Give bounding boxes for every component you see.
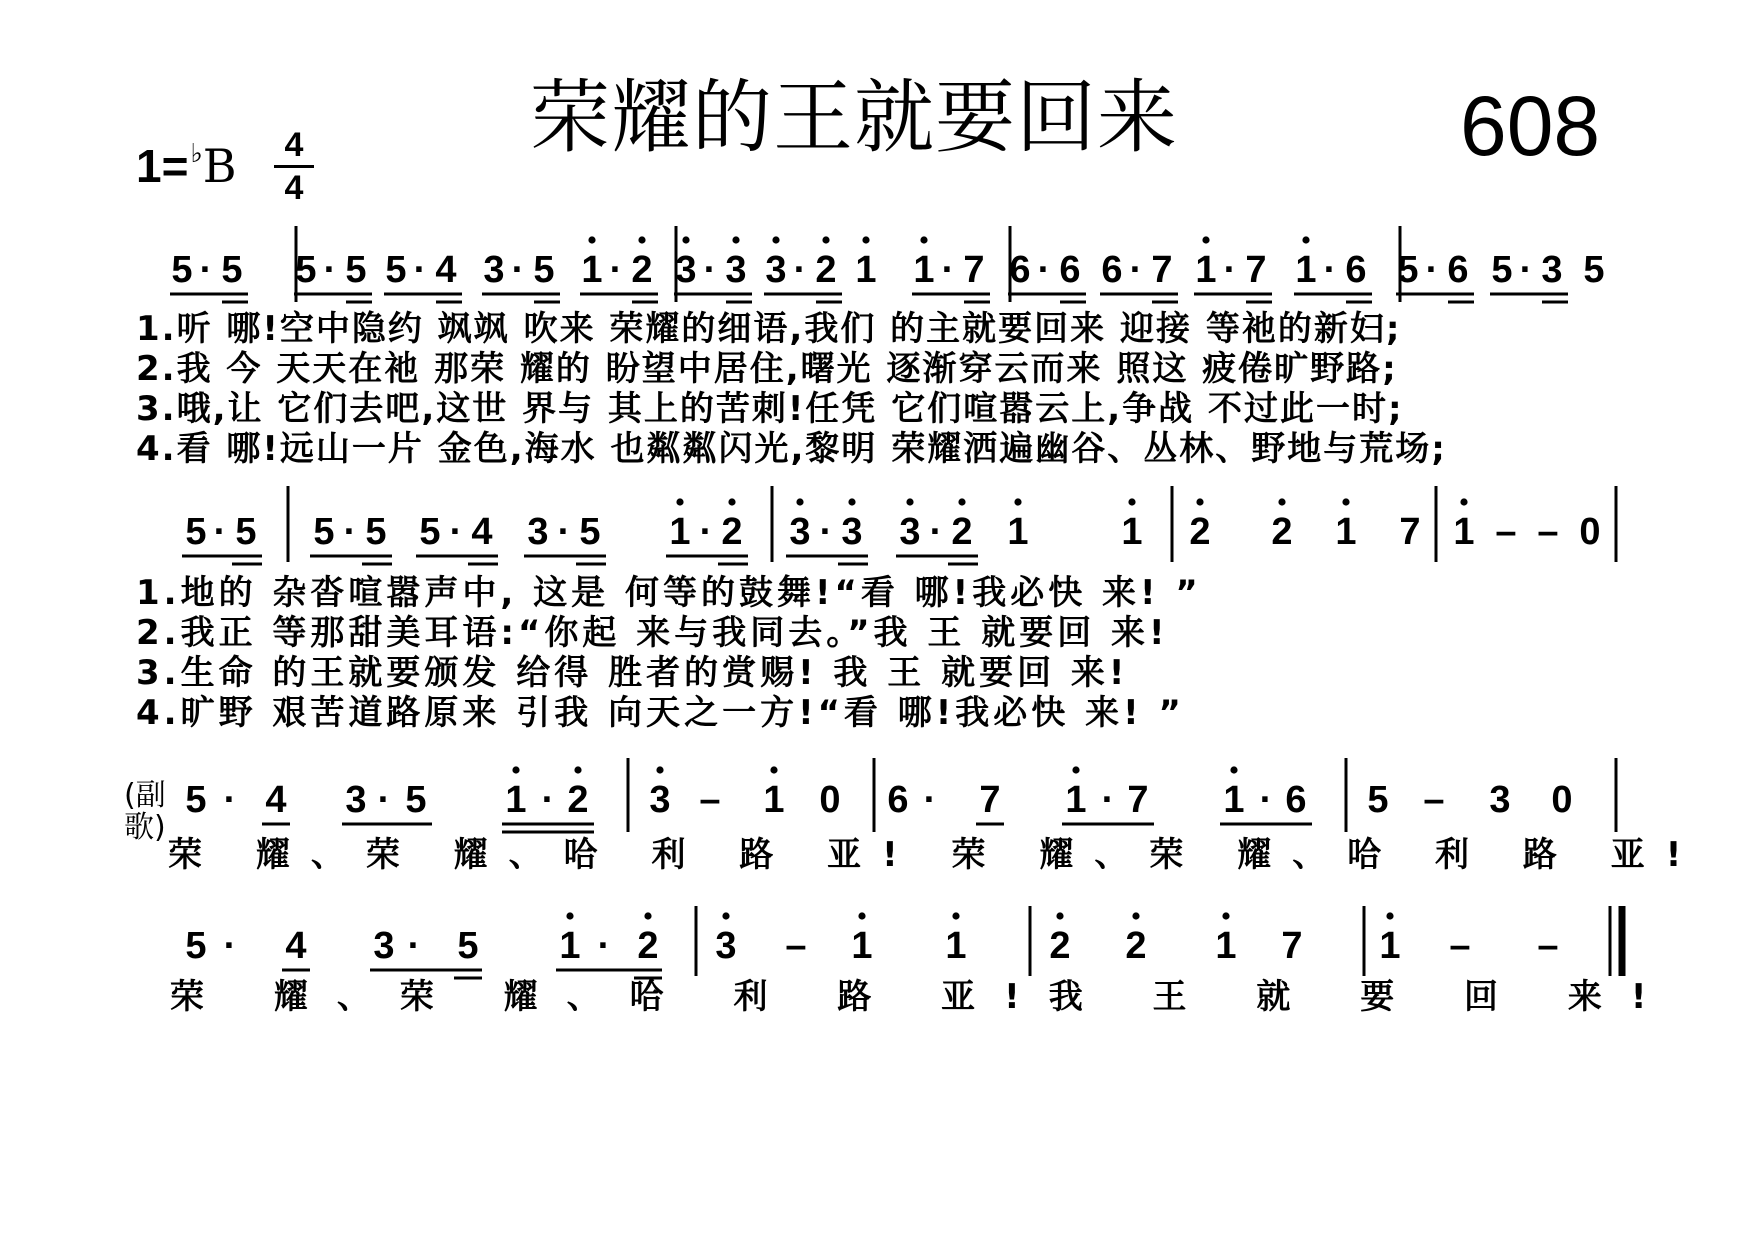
dot-rhythm: · xyxy=(703,249,717,291)
octave-dot xyxy=(574,766,581,773)
note: 2 xyxy=(1049,925,1071,967)
note: 3 xyxy=(725,249,747,291)
note: 5 xyxy=(171,249,193,291)
dot-rhythm: · xyxy=(609,249,623,291)
octave-dot xyxy=(1302,236,1309,243)
note: 4 xyxy=(435,249,457,291)
dot-rhythm: · xyxy=(1323,249,1337,291)
verse-2-line-2: 2.我正 等那甜美耳语:“你起 来与我同去。”我 王 就要回 来! xyxy=(136,613,1169,653)
refrain-label-bottom: 歌) xyxy=(124,809,166,845)
verse-4-line-1: 4.看 哪!远山一片 金色,海水 也粼粼闪光,黎明 荣耀洒遍幽谷、丛林、野地与荒场; xyxy=(136,429,1447,469)
dot-rhythm: · xyxy=(819,511,833,553)
dot-rhythm: · xyxy=(1223,249,1237,291)
note: 6 xyxy=(1345,249,1367,291)
octave-dot xyxy=(512,766,519,773)
refrain-line-1: 荣 耀、荣 耀、哈 利 路 亚! 荣 耀、荣 耀、哈 利 路 亚! xyxy=(168,835,1703,875)
note: 2 xyxy=(567,779,589,821)
note: 0 xyxy=(819,779,841,821)
note: 3 xyxy=(527,511,549,553)
octave-dot xyxy=(1014,498,1021,505)
note: 5 xyxy=(419,511,441,553)
note: 5 xyxy=(185,511,207,553)
octave-dot xyxy=(770,766,777,773)
note: 5 xyxy=(221,249,243,291)
note: 5 xyxy=(1583,249,1605,291)
note: 1 xyxy=(669,511,691,553)
dot-rhythm: · xyxy=(407,925,421,967)
octave-dot xyxy=(1342,498,1349,505)
note: 3 xyxy=(841,511,863,553)
note: 5 xyxy=(185,925,207,967)
octave-dot xyxy=(862,236,869,243)
octave-dot xyxy=(1386,912,1393,919)
note: 1 xyxy=(1453,511,1475,553)
dot-rhythm: · xyxy=(343,511,357,553)
note: 4 xyxy=(471,511,493,553)
flat-sign: ♭ xyxy=(190,138,203,168)
note: 1 xyxy=(855,249,877,291)
note: 7 xyxy=(1245,249,1267,291)
octave-dot xyxy=(1202,236,1209,243)
note: 1 xyxy=(913,249,935,291)
note: 5 xyxy=(345,249,367,291)
note: 5 xyxy=(235,511,257,553)
octave-dot xyxy=(676,498,683,505)
dash-sustain: – xyxy=(1423,779,1445,821)
dot-rhythm: · xyxy=(449,511,463,553)
note: 7 xyxy=(1399,511,1421,553)
note: 7 xyxy=(979,779,1001,821)
note: 6 xyxy=(1009,249,1031,291)
octave-dot xyxy=(1132,912,1139,919)
note: 1 xyxy=(763,779,785,821)
octave-dot xyxy=(1056,912,1063,919)
refrain-label xyxy=(124,780,164,843)
key-prefix: 1= xyxy=(136,140,189,192)
dot-rhythm: · xyxy=(699,511,713,553)
dot-rhythm: · xyxy=(199,249,213,291)
octave-dot xyxy=(722,912,729,919)
note: 3 xyxy=(373,925,395,967)
note: 1 xyxy=(1195,249,1217,291)
note: 1 xyxy=(1335,511,1357,553)
octave-dot xyxy=(1460,498,1467,505)
octave-dot xyxy=(656,766,663,773)
dash-sustain: – xyxy=(699,779,721,821)
dot-rhythm: · xyxy=(223,779,237,821)
octave-dot xyxy=(772,236,779,243)
note: 7 xyxy=(1127,779,1149,821)
note: 4 xyxy=(265,779,287,821)
octave-dot xyxy=(644,912,651,919)
note: 1 xyxy=(1215,925,1237,967)
dash-sustain: – xyxy=(1495,511,1517,553)
note: 1 xyxy=(1295,249,1317,291)
time-signature-bottom: 4 xyxy=(284,169,304,207)
octave-dot xyxy=(920,236,927,243)
note: 4 xyxy=(285,925,307,967)
dot-rhythm: · xyxy=(1259,779,1273,821)
dot-rhythm: · xyxy=(1101,779,1115,821)
note: 2 xyxy=(631,249,653,291)
dash-sustain: – xyxy=(1537,511,1559,553)
dash-sustain: – xyxy=(1449,925,1471,967)
hymn-number: 608 xyxy=(1460,79,1601,173)
note: 3 xyxy=(649,779,671,821)
verse-1-line-2: 1.地的 杂沓喧嚣声中, 这是 何等的鼓舞!“看 哪!我必快 来! ” xyxy=(136,573,1202,613)
note: 5 xyxy=(295,249,317,291)
note: 1 xyxy=(1065,779,1087,821)
octave-dot xyxy=(958,498,965,505)
note: 1 xyxy=(1121,511,1143,553)
note: 3 xyxy=(765,249,787,291)
octave-dot xyxy=(822,236,829,243)
dot-rhythm: · xyxy=(557,511,571,553)
octave-dot xyxy=(728,498,735,505)
note: 5 xyxy=(185,779,207,821)
octave-dot xyxy=(566,912,573,919)
octave-dot xyxy=(952,912,959,919)
octave-dot xyxy=(1128,498,1135,505)
note: 2 xyxy=(951,511,973,553)
dot-rhythm: · xyxy=(793,249,807,291)
dot-rhythm: · xyxy=(413,249,427,291)
note: 3 xyxy=(899,511,921,553)
note: 1 xyxy=(581,249,603,291)
verse-3-line-2: 3.生命 的王就要颁发 给得 胜者的赏赐! 我 王 就要回 来! xyxy=(136,653,1129,693)
verse-2-line-1: 2.我 今 天天在祂 那荣 耀的 盼望中居住,曙光 逐渐穿云而来 照这 疲倦旷野路; xyxy=(136,349,1398,389)
octave-dot xyxy=(588,236,595,243)
dot-rhythm: · xyxy=(323,249,337,291)
verse-4-line-2: 4.旷野 艰苦道路原来 引我 向天之一方!“看 哪!我必快 来! ” xyxy=(136,693,1185,733)
dot-rhythm: · xyxy=(1519,249,1533,291)
octave-dot xyxy=(1072,766,1079,773)
hymn-title: 荣耀的王就要回来 xyxy=(530,71,1178,164)
note: 1 xyxy=(945,925,967,967)
note: 7 xyxy=(1281,925,1303,967)
note: 2 xyxy=(1271,511,1293,553)
dot-rhythm: · xyxy=(1425,249,1439,291)
dot-rhythm: · xyxy=(223,925,237,967)
note: 5 xyxy=(313,511,335,553)
note: 5 xyxy=(1367,779,1389,821)
dot-rhythm: · xyxy=(511,249,525,291)
note: 1 xyxy=(851,925,873,967)
note: 2 xyxy=(721,511,743,553)
note: 3 xyxy=(675,249,697,291)
note: 5 xyxy=(533,249,555,291)
octave-dot xyxy=(1222,912,1229,919)
dash-sustain: – xyxy=(785,925,807,967)
verse-1-line-1: 1.听 哪!空中隐约 飒飒 吹来 荣耀的细语,我们 的主就要回来 迎接 等祂的新妇; xyxy=(136,309,1402,349)
note: 2 xyxy=(815,249,837,291)
octave-dot xyxy=(1196,498,1203,505)
note: 1 xyxy=(559,925,581,967)
note: 3 xyxy=(345,779,367,821)
note: 0 xyxy=(1551,779,1573,821)
note: 3 xyxy=(789,511,811,553)
note: 3 xyxy=(715,925,737,967)
note: 6 xyxy=(1447,249,1469,291)
octave-dot xyxy=(1278,498,1285,505)
octave-dot xyxy=(682,236,689,243)
note: 3 xyxy=(1489,779,1511,821)
octave-dot xyxy=(858,912,865,919)
octave-dot xyxy=(848,498,855,505)
dot-rhythm: · xyxy=(1129,249,1143,291)
note: 5 xyxy=(579,511,601,553)
note: 3 xyxy=(483,249,505,291)
note: 3 xyxy=(1541,249,1563,291)
dot-rhythm: · xyxy=(1037,249,1051,291)
dot-rhythm: · xyxy=(929,511,943,553)
dot-rhythm: · xyxy=(597,925,611,967)
dot-rhythm: · xyxy=(923,779,937,821)
note: 5 xyxy=(385,249,407,291)
time-signature-top: 4 xyxy=(284,126,304,164)
note: 7 xyxy=(963,249,985,291)
note: 7 xyxy=(1151,249,1173,291)
note: 6 xyxy=(1101,249,1123,291)
note: 6 xyxy=(1285,779,1307,821)
note: 1 xyxy=(1223,779,1245,821)
note: 5 xyxy=(1491,249,1513,291)
note: 2 xyxy=(1125,925,1147,967)
verse-3-line-1: 3.哦,让 它们去吧,这世 界与 其上的苦刺!任凭 它们喧嚣云上,争战 不过此一时; xyxy=(136,389,1404,429)
note: 2 xyxy=(1189,511,1211,553)
note: 6 xyxy=(1059,249,1081,291)
note: 5 xyxy=(365,511,387,553)
dot-rhythm: · xyxy=(213,511,227,553)
octave-dot xyxy=(638,236,645,243)
note: 2 xyxy=(637,925,659,967)
note: 5 xyxy=(457,925,479,967)
octave-dot xyxy=(906,498,913,505)
note: 5 xyxy=(405,779,427,821)
dash-sustain: – xyxy=(1537,925,1559,967)
octave-dot xyxy=(1230,766,1237,773)
note: 6 xyxy=(887,779,909,821)
dot-rhythm: · xyxy=(541,779,555,821)
refrain-label-top: (副 xyxy=(124,778,166,813)
note: 0 xyxy=(1579,511,1601,553)
note: 1 xyxy=(1379,925,1401,967)
octave-dot xyxy=(796,498,803,505)
octave-dot xyxy=(732,236,739,243)
note: 5 xyxy=(1397,249,1419,291)
note: 1 xyxy=(505,779,527,821)
note: 1 xyxy=(1007,511,1029,553)
refrain-line-2: 荣 耀、荣 耀、哈 利 路 亚!我 王 就 要 回 来! xyxy=(170,977,1676,1017)
key-letter: B xyxy=(202,139,237,193)
dot-rhythm: · xyxy=(377,779,391,821)
dot-rhythm: · xyxy=(941,249,955,291)
